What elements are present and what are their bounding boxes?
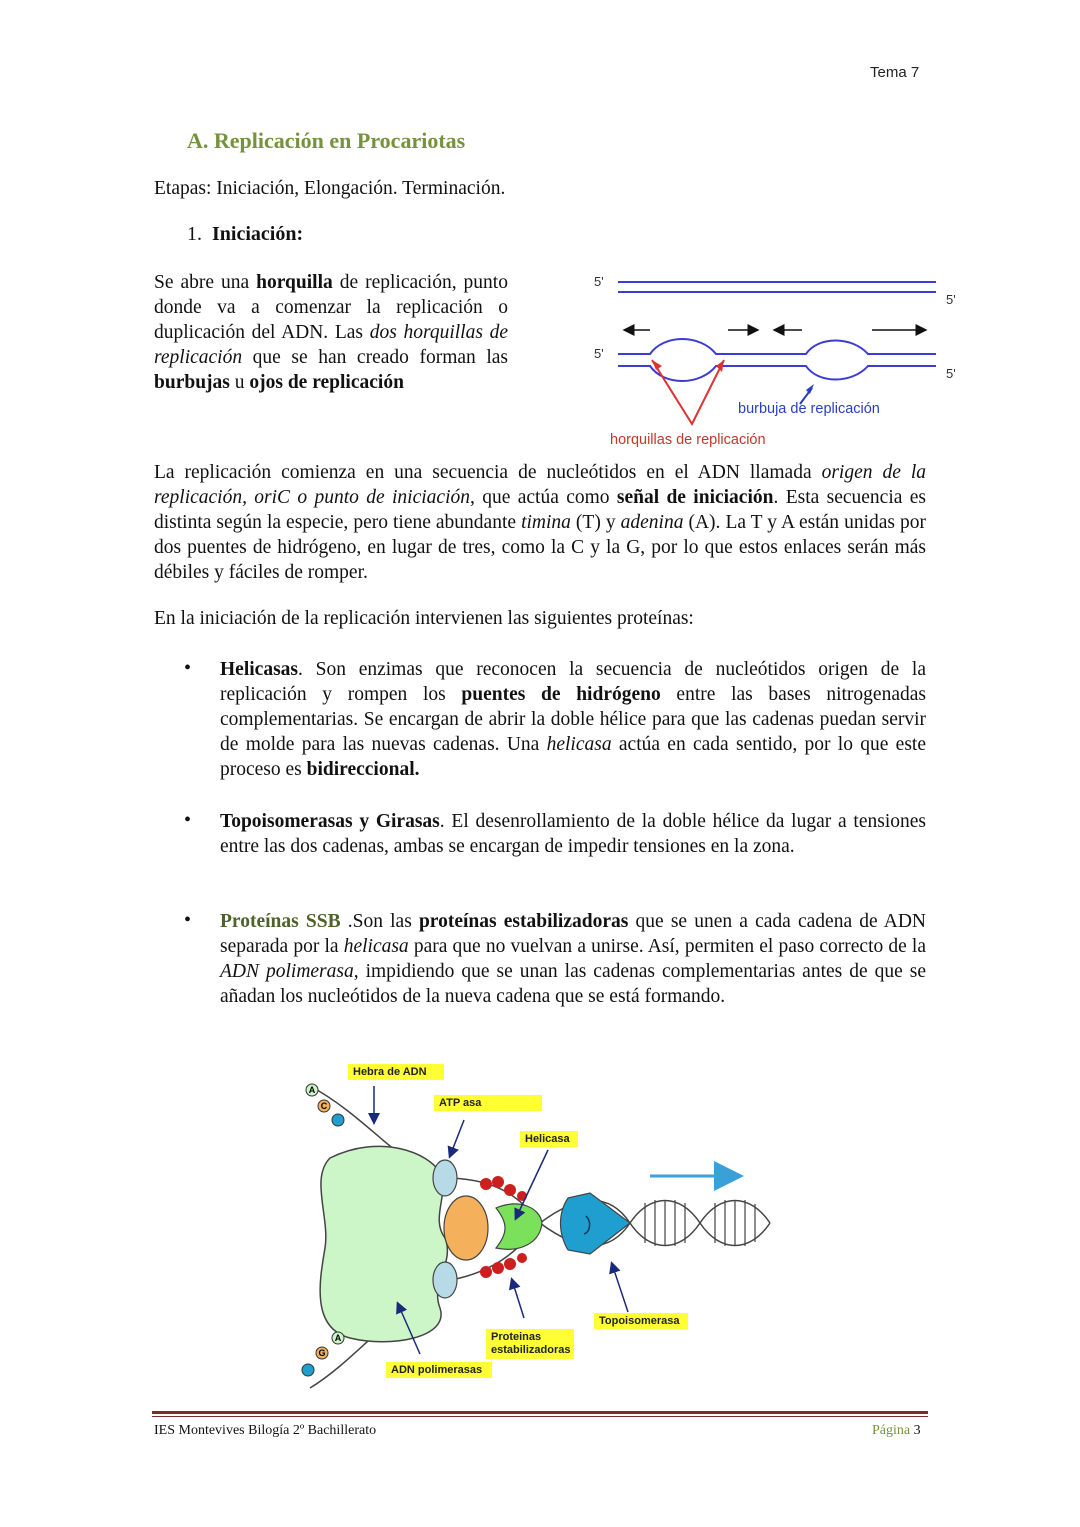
five-prime-label: 5' [594,274,604,289]
five-prime-label: 5' [594,346,604,361]
step-heading [187,223,303,246]
clamp-shape [444,1196,488,1260]
bullet-ssb: Proteínas SSB .Son las proteínas estabilizadoras que se unen a cada cadena de ADN separada por la helicasa para que no vuelvan a unirse. Así, permiten el paso correcto de la ADN polimerasa, impidiendo que se unan las cadenas complementarias antes de que se añadan los nucleótidos de la nueva cadena que se está formando. [220,911,926,1007]
bubble-arrowhead [806,384,814,394]
stages-line: Etapas: Iniciación, Elongación. Terminación. [154,178,506,199]
atpase-pointer [450,1120,464,1156]
step-number: 1. [187,223,202,245]
label-polymerase: ADN polimerasas [386,1362,492,1378]
bullet-marker: • [184,809,192,831]
base-label: A [334,1333,342,1343]
footer-rule [152,1411,928,1414]
bullet-marker: • [184,657,192,679]
header-topic: Tema 7 [870,64,920,81]
replication-bubble-diagram [580,262,980,454]
label-helicase: Helicasa [520,1131,578,1147]
intro-paragraph: Se abre una horquilla de replicación, punto donde va a comenzar la replicación o duplicación del ADN. Las dos horquillas de replicación que se han creado forman las burbujas u ojos de replicación [154,272,509,393]
bubble-label: burbuja de replicación [738,401,880,417]
polymerase-shape [320,1146,447,1341]
five-prime-label: 5' [946,366,956,381]
label-dna-strand: Hebra de ADN [348,1064,444,1080]
bullet-topoisomerasas: Topoisomerasas y Girasas. El desenrollamiento de la doble hélice da lugar a tensiones entre las dos cadenas, ambas se encargan de impedir tensiones en la zona. [220,811,927,857]
bullet-marker: • [184,909,192,931]
topo-pointer [612,1264,628,1312]
base-label: A [308,1085,316,1095]
footer-school: IES Montevives Bilogía 2º Bachillerato [154,1423,377,1438]
atpase-shape [433,1160,457,1196]
bullet-helicasas: Helicasas. Son enzimas que reconocen la secuencia de nucleótidos origen de la replicación y rompen los puentes de hidrógeno entre las bases nitrogenadas complementarias. Se encargan de abrir la doble hélice para que las cadenas puedan servir de molde para las nuevas cadenas. Una helicasa actúa en cada sentido, por lo que este proceso es bidireccional. [220,659,926,780]
atpase-shape [433,1262,457,1298]
bottom-strand-lower [618,366,936,381]
proteins-intro: En la iniciación de la replicación intervienen las siguientes proteínas: [154,608,694,629]
label-ssb: Proteinas estabilizadoras [486,1329,574,1359]
base-label: G [318,1348,326,1358]
five-prime-label: 5' [946,292,956,307]
bottom-strand-upper [618,339,936,354]
page-number: Página 3 [872,1423,921,1438]
topoisomerase-shape [561,1193,631,1254]
footer-rule [152,1416,928,1417]
section-title: A. Replicación en Procariotas [187,128,466,153]
forks-label: horquillas de replicación [610,432,766,448]
origin-paragraph: La replicación comienza en una secuencia de nucleótidos en el ADN llamada origen de la replicación, oriC o punto de iniciación, que actúa como señal de iniciación. Esta secuencia es distinta según la especie, pero tiene abundante timina (T) y adenina (A). La T y A están unidas por dos puentes de hidrógeno, en lugar de tres, como la C y la G, por lo que estos enlaces serán más débiles y fáciles de romper. [154,462,927,583]
label-atpase: ATP asa [434,1095,542,1111]
label-topoisomerase: Topoisomerasa [594,1313,688,1329]
fork-arrowhead [652,360,662,370]
step-title: Iniciación: [212,223,304,245]
ssb-pointer [512,1280,524,1318]
base-label: C [320,1101,328,1111]
